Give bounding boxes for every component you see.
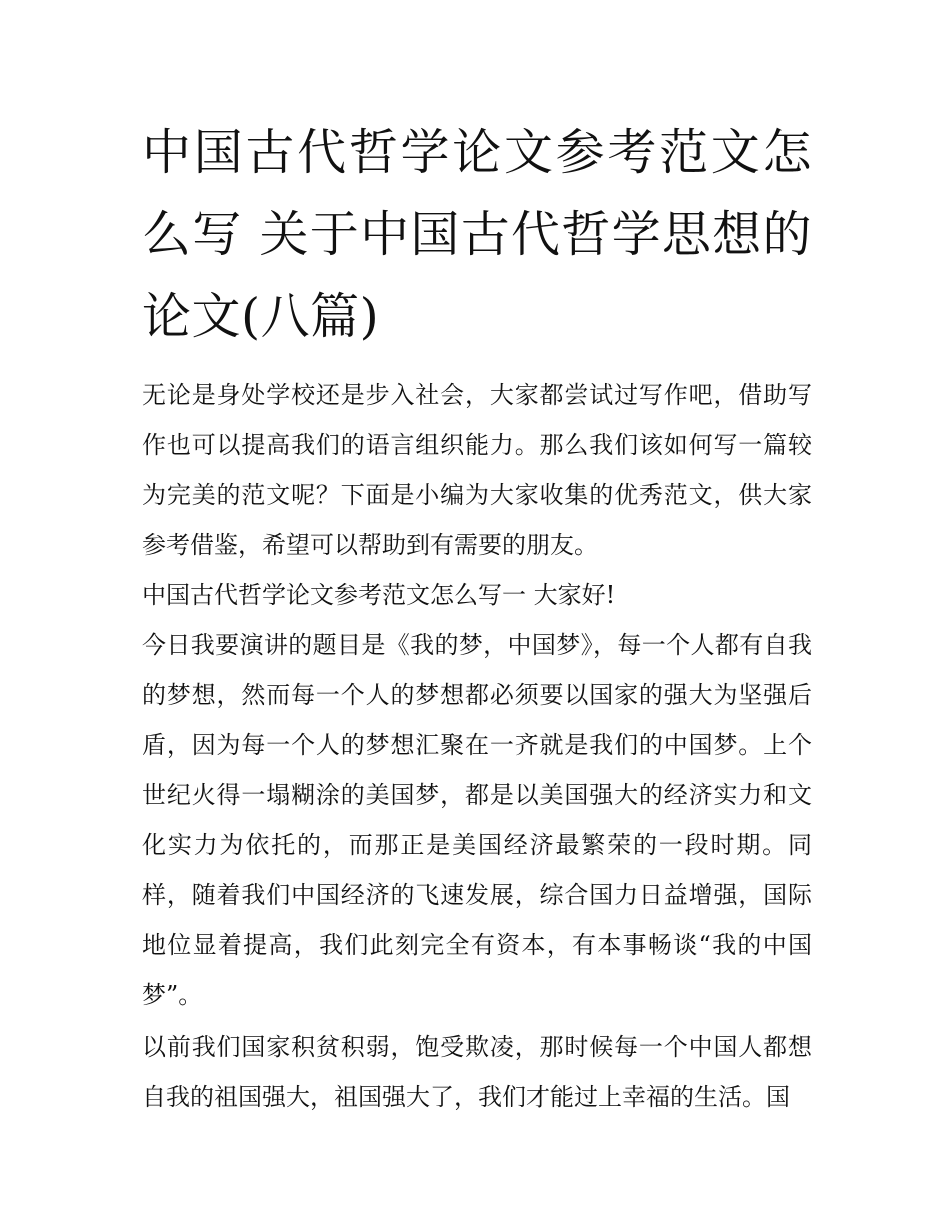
document-title: 中国古代哲学论文参考范文怎么写 关于中国古代哲学思想的论文(八篇) <box>142 124 812 345</box>
section-heading-paragraph: 中国古代哲学论文参考范文怎么写一 大家好! <box>142 581 616 609</box>
history-paragraph: 以前我们国家积贫积弱，饱受欺凌，那时候每一个中国人都想自我的祖国强大，祖国强大了，我们才能过上幸福的生活。国 <box>142 1033 812 1111</box>
speech-paragraph: 今日我要演讲的题目是《我的梦，中国梦》，每一个人都有自我的梦想，然而每一个人的梦想都必须要以国家的强大为坚强后盾，因为每一个人的梦想汇聚在一齐就是我们的中国梦。上个世纪火得一塌糊涂的美国梦，都是以美国强大的经济实力和文化实力为依托的，而那正是美国经济最繁荣的一段时期。同样，随着我们中国经济的飞速发展，综合国力日益增强，国际地位显着提高，我们此刻完全有资本，有本事畅谈“我的中国梦”。 <box>142 631 812 1009</box>
document-content <box>142 112 812 1122</box>
intro-paragraph: 无论是身处学校还是步入社会，大家都尝试过写作吧，借助写作也可以提高我们的语言组织能力。那么我们该如何写一篇较为完美的范文呢？下面是小编为大家收集的优秀范文，供大家参考借鉴，希望可以帮助到有需要的朋友。 <box>142 381 812 559</box>
